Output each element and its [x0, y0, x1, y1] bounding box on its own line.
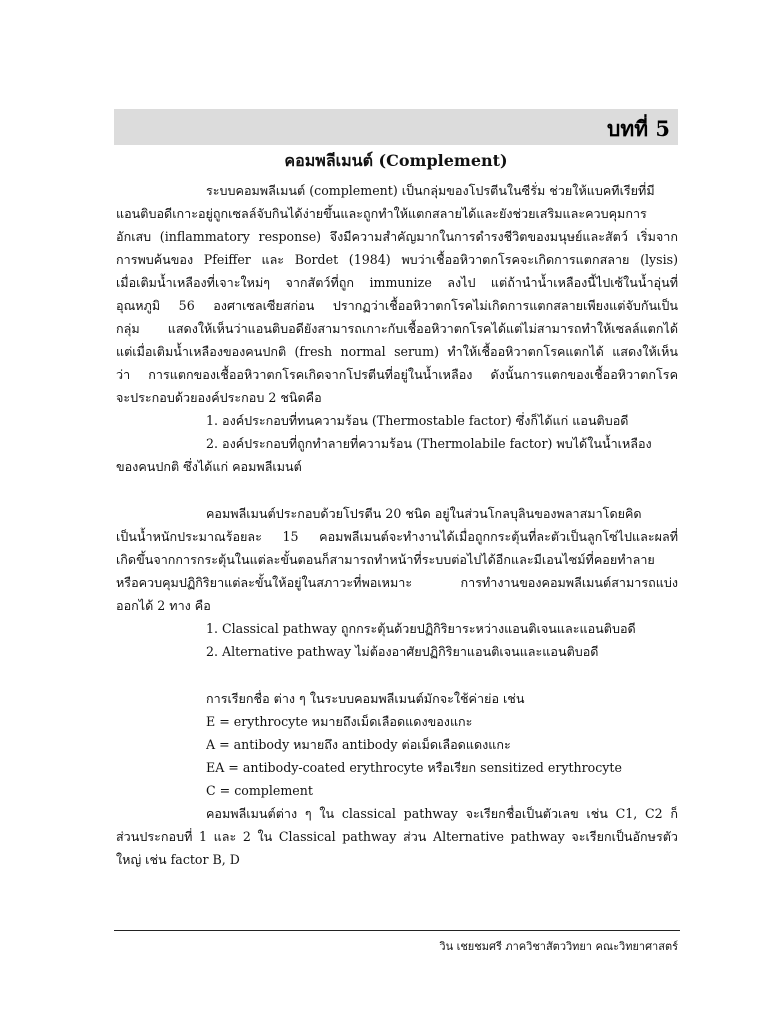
paragraph-line: ระบบคอมพลีเมนต์ (complement) เป็นกลุ่มของโปรตีนในซีรั่ม ช่วยให้แบคทีเรียที่มี	[206, 183, 655, 198]
paragraph-line: หรือควบคุมปฏิกิริยาแต่ละขั้นให้อยู่ในสภาวะที่พอเหมาะ การทำงานของคอมพลีเมนต์สามารถแบ่ง	[116, 575, 678, 590]
paragraph-line: ออกได้ 2 ทาง คือ	[116, 598, 211, 613]
paragraph-line: ส่วนประกอบที่ 1 และ 2 ใน Classical pathway ส่วน Alternative pathway จะเรียกเป็นอักษรตัว	[116, 829, 678, 844]
abbreviation-item: E = erythrocyte หมายถึงเม็ดเลือดแดงของแกะ	[206, 714, 473, 729]
paragraph-line: เป็นน้ำหนักประมาณร้อยละ 15 คอมพลีเมนต์จะทำงานได้เมื่อถูกกระตุ้นที่ละตัวเป็นลูกโซ่ไปและผลที่	[116, 529, 678, 544]
paragraph-line: แอนติบอดีเกาะอยู่ถูกเซลล์จับกินได้ง่ายขึ้นและถูกทำให้แตกสลายได้และยังช่วยเสริมและควบคุมการ	[116, 206, 647, 221]
paragraph-line: อุณหภูมิ 56 องศาเซลเซียสก่อน ปรากฏว่าเชื้ออหิวาตกโรคไม่เกิดการแตกสลายเพียงแต่จับกันเป็น	[116, 298, 678, 313]
abbreviation-item: EA = antibody-coated erythrocyte หรือเรียก sensitized erythrocyte	[206, 760, 622, 775]
paragraph-line: ว่า การแตกของเชื้ออหิวาตกโรคเกิดจากโปรตีนที่อยู่ในน้ำเหลือง ดังนั้นการแตกของเชื้ออหิวาตกโรค	[116, 367, 678, 382]
paragraph-line: การพบค้นของ Pfeiffer และ Bordet (1984) พบว่าเชื้ออหิวาตกโรคจะเกิดการแตกสลาย (lysis)	[116, 252, 678, 267]
pathway-item: 1. Classical pathway ถูกกระตุ้นด้วยปฏิกิริยาระหว่างแอนติเจนและแอนติบอดี	[206, 621, 636, 636]
paragraph-line: อักเสบ (inflammatory response) จึงมีความสำคัญมากในการดำรงชีวิตของมนุษย์และสัตว์ เริ่มจาก	[116, 229, 678, 244]
paragraph-line: จะประกอบด้วยองค์ประกอบ 2 ชนิดคือ	[116, 390, 322, 405]
pathway-item: 2. Alternative pathway ไม่ต้องอาศัยปฏิกิริยาแอนติเจนและแอนติบอดี	[206, 644, 599, 659]
paragraph-line: คอมพลีเมนต์ประกอบด้วยโปรตีน 20 ชนิด อยู่ในส่วนโกลบุลินของพลาสมาโดยคิด	[206, 506, 642, 521]
abbreviation-item: A = antibody หมายถึง antibody ต่อเม็ดเลือดแดงแกะ	[206, 737, 511, 752]
abbreviation-item: C = complement	[206, 783, 313, 798]
list-item-continuation: ของคนปกติ ซึ่งได้แก่ คอมพลีเมนต์	[116, 459, 302, 474]
list-item: 1. องค์ประกอบที่ทนความร้อน (Thermostable factor) ซึ่งก็ได้แก่ แอนติบอดี	[206, 413, 629, 428]
chapter-header-bar	[114, 109, 678, 145]
footer-divider	[114, 930, 680, 931]
abbreviation-intro: การเรียกชื่อ ต่าง ๆ ในระบบคอมพลีเมนต์มักจะใช้ค่าย่อ เช่น	[206, 691, 525, 706]
list-item: 2. องค์ประกอบที่ถูกทำลายที่ความร้อน (Thermolabile factor) พบได้ในน้ำเหลือง	[206, 436, 652, 451]
paragraph-line: ใหญ่ เช่น factor B, D	[116, 852, 240, 867]
paragraph-line: กลุ่ม แสดงให้เห็นว่าแอนติบอดียังสามารถเกาะกับเชื้ออหิวาตกโรคได้แต่ไม่สามารถทำให้เซลล์แตกได้	[116, 321, 678, 336]
paragraph-line: คอมพลีเมนต์ต่าง ๆ ใน classical pathway จะเรียกชื่อเป็นตัวเลข เช่น C1, C2 ก็	[206, 806, 678, 821]
page-title: คอมพลีเมนต์ (Complement)	[284, 151, 508, 170]
paragraph-line: แต่เมื่อเติมน้ำเหลืองของคนปกติ (fresh normal serum) ทำให้เชื้ออหิวาตกโรคแตกได้ แสดงให้เห็น	[116, 344, 678, 359]
paragraph-line: เกิดขึ้นจากการกระตุ้นในแต่ละขั้นตอนก็สามารถทำหน้าที่ระบบต่อไปได้อีกและมีเอนไซม์ที่คอยทำลาย	[116, 552, 655, 567]
paragraph-line: เมื่อเติมน้ำเหลืองที่เจาะใหม่ๆ จากสัตว์ที่ถูก immunize ลงไป แต่ถ้านำน้ำเหลืองนี้ไปเซ้ในน้ำอุ่นที่	[116, 275, 678, 290]
footer-credit: วิน เชยชมศรี ภาควิชาสัตววิทยา คณะวิทยาศาสตร์	[439, 940, 678, 953]
chapter-label: บทที่ 5	[607, 116, 670, 141]
